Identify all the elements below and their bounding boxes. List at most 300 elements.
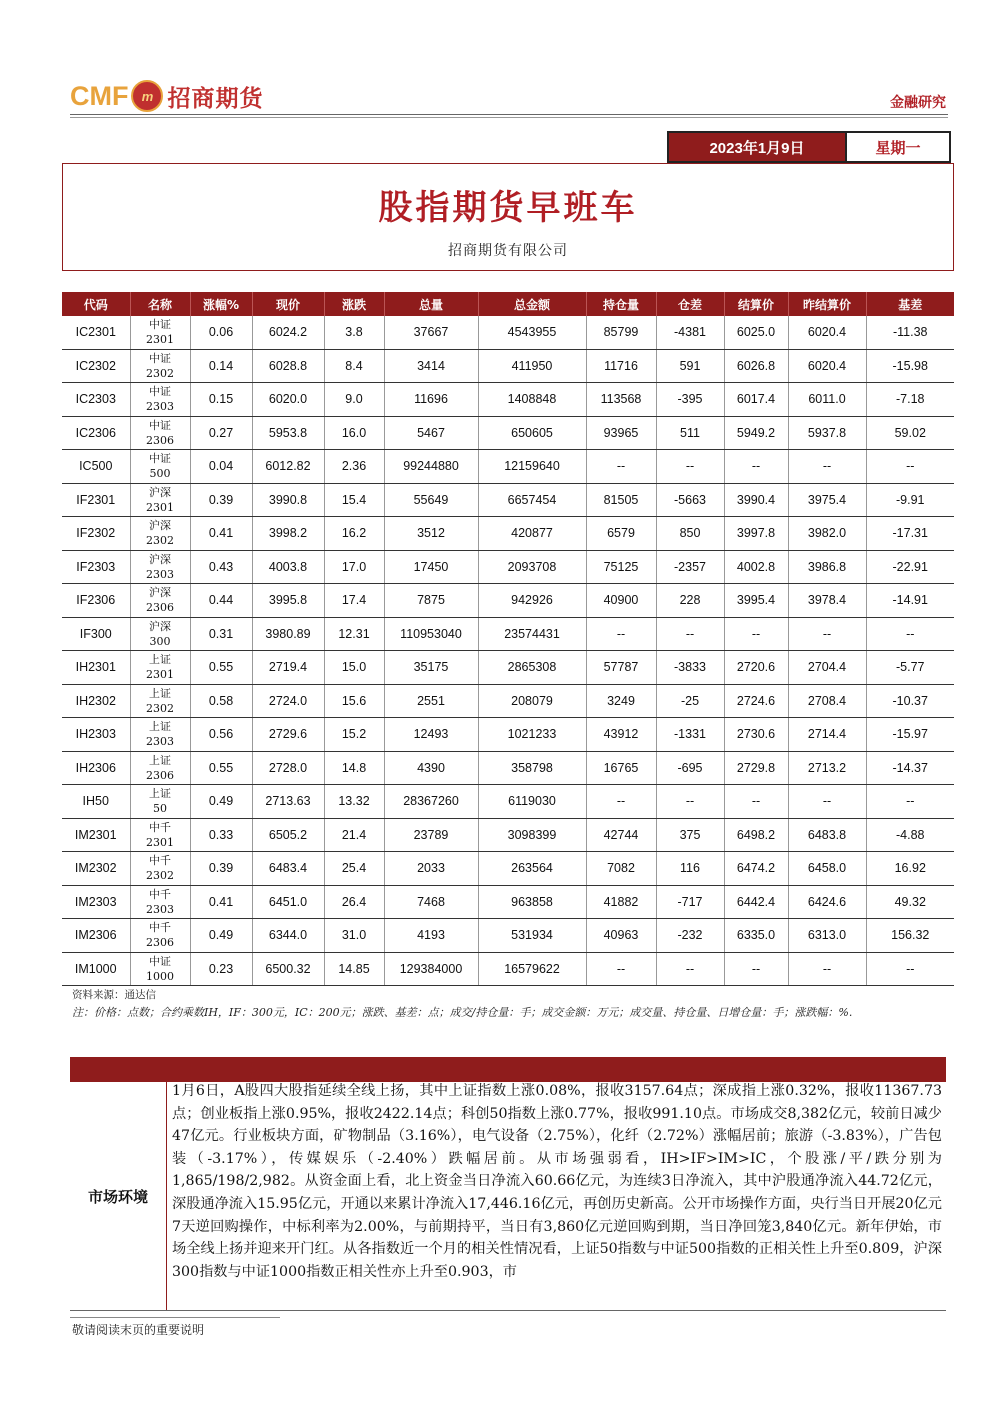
column-header: 代码 bbox=[62, 292, 130, 316]
cell-change-pct: 0.49 bbox=[190, 785, 252, 819]
cell-amount: 4543955 bbox=[478, 316, 586, 349]
cell-name-contract: 2306 bbox=[146, 601, 174, 615]
cell-change-pct: 0.55 bbox=[190, 651, 252, 685]
table-row bbox=[62, 818, 954, 852]
table-row bbox=[62, 416, 954, 450]
cell-amount: 1021233 bbox=[478, 718, 586, 752]
cell-open-interest: 16765 bbox=[586, 751, 656, 785]
cell-open-interest: -- bbox=[586, 785, 656, 819]
cell-basis: -22.91 bbox=[866, 550, 954, 584]
cell-name-contract: 1000 bbox=[146, 969, 174, 983]
cell-basis: 156.32 bbox=[866, 919, 954, 953]
cell-change: 31.0 bbox=[324, 919, 384, 953]
table-row bbox=[62, 952, 954, 986]
cell-settle: -- bbox=[724, 952, 788, 986]
cell-amount: 6657454 bbox=[478, 483, 586, 517]
cell-change: 16.2 bbox=[324, 517, 384, 551]
cell-change-pct: 0.15 bbox=[190, 383, 252, 417]
cell-prev-settle: -- bbox=[788, 952, 866, 986]
cell-change: 15.2 bbox=[324, 718, 384, 752]
cell-change: 8.4 bbox=[324, 349, 384, 383]
cell-name bbox=[130, 483, 190, 517]
cell-oi-change: -- bbox=[656, 450, 724, 484]
cell-settle: 6335.0 bbox=[724, 919, 788, 953]
cell-prev-settle: -- bbox=[788, 617, 866, 651]
cell-name-index: 中证 bbox=[149, 351, 171, 365]
cell-price: 2713.63 bbox=[252, 785, 324, 819]
footer-disclaimer: 敬请阅读末页的重要说明 bbox=[72, 1323, 205, 1337]
cell-volume: 55649 bbox=[384, 483, 478, 517]
cell-amount: 3098399 bbox=[478, 818, 586, 852]
column-header: 昨结算价 bbox=[788, 292, 866, 316]
cell-change: 12.31 bbox=[324, 617, 384, 651]
market-section-text: 1月6日，A股四大股指延续全线上扬，其中上证指数上涨0.08%，报收3157.64点；深成指上涨0.32%，报收11367.73点；创业板指上涨0.95%，报收2422.14点；科创50指数上涨0.77%，报收991.10点。市场成交8,382亿元，较前日减少47亿元。行业板块方面，矿物制品（3.16%），电气设备（2.75%），化纤（2.72%）涨幅居前；旅游（-3.83%），广告包装（-3.17%），传媒娱乐（-2.40%）跌幅居前。从市场强弱看，IH>IF>IM>IC，个股涨/平/跌分别为1,865/198/2,982。从资金面上看，北上资金当日净流入60.66亿元，为连续3日净流入，其中沪股通净流入44.72亿元，深股通净流入15.95亿元，开通以来累计净流入17,446.16亿元，再创历史新高。公开市场操作方面，央行当日开展20亿元7天逆回购操作，中标利率为2.00%，与前期持平，当日有3,860亿元逆回购到期，当日净回笼3,840亿元。新年伊始，市场全线上扬并迎来开门红。从各指数近一个月的相关性情况看，上证50指数与中证500指数的正相关性上升至0.809，沪深300指数与中证1000指数正相关性亦上升至0.903，市 bbox=[172, 1083, 942, 1280]
cell-prev-settle: 3975.4 bbox=[788, 483, 866, 517]
table-row bbox=[62, 349, 954, 383]
cell-settle: 6017.4 bbox=[724, 383, 788, 417]
cell-oi-change: -5663 bbox=[656, 483, 724, 517]
table-row bbox=[62, 785, 954, 819]
cell-prev-settle: 6458.0 bbox=[788, 852, 866, 886]
cell-code: IH2302 bbox=[62, 684, 130, 718]
cell-name bbox=[130, 349, 190, 383]
cell-price: 6012.82 bbox=[252, 450, 324, 484]
cell-oi-change: -- bbox=[656, 785, 724, 819]
cell-basis: -17.31 bbox=[866, 517, 954, 551]
cell-price: 3995.8 bbox=[252, 584, 324, 618]
cell-name-index: 沪深 bbox=[149, 519, 171, 533]
cell-oi-change: 116 bbox=[656, 852, 724, 886]
cell-code: IH2301 bbox=[62, 651, 130, 685]
cell-change: 16.0 bbox=[324, 416, 384, 450]
cell-name-contract: 2302 bbox=[146, 701, 174, 715]
cell-amount: 420877 bbox=[478, 517, 586, 551]
column-header: 结算价 bbox=[724, 292, 788, 316]
cell-prev-settle: 6011.0 bbox=[788, 383, 866, 417]
cell-oi-change: -3833 bbox=[656, 651, 724, 685]
cell-change-pct: 0.31 bbox=[190, 617, 252, 651]
cell-oi-change: 591 bbox=[656, 349, 724, 383]
cell-amount: 208079 bbox=[478, 684, 586, 718]
cell-open-interest: 40963 bbox=[586, 919, 656, 953]
cell-name-index: 上证 bbox=[149, 787, 171, 801]
cell-volume: 4390 bbox=[384, 751, 478, 785]
cell-name-index: 中证 bbox=[149, 954, 171, 968]
cell-name bbox=[130, 919, 190, 953]
cell-settle: 2724.6 bbox=[724, 684, 788, 718]
cell-change-pct: 0.56 bbox=[190, 718, 252, 752]
cell-volume: 2551 bbox=[384, 684, 478, 718]
cell-amount: 2865308 bbox=[478, 651, 586, 685]
cell-oi-change: 850 bbox=[656, 517, 724, 551]
cell-amount: 963858 bbox=[478, 885, 586, 919]
cell-oi-change: -2357 bbox=[656, 550, 724, 584]
title-box bbox=[62, 163, 954, 271]
cell-settle: 5949.2 bbox=[724, 416, 788, 450]
cell-settle: 6026.8 bbox=[724, 349, 788, 383]
cell-basis: -- bbox=[866, 785, 954, 819]
cell-basis: -9.91 bbox=[866, 483, 954, 517]
cell-open-interest: 7082 bbox=[586, 852, 656, 886]
cell-change: 15.6 bbox=[324, 684, 384, 718]
table-row bbox=[62, 885, 954, 919]
report-title: 股指期货早班车 bbox=[378, 188, 638, 228]
cell-amount: 2093708 bbox=[478, 550, 586, 584]
futures-quote-table bbox=[62, 292, 954, 986]
cell-change: 14.85 bbox=[324, 952, 384, 986]
cell-oi-change: -4381 bbox=[656, 316, 724, 349]
cell-volume: 3512 bbox=[384, 517, 478, 551]
table-row bbox=[62, 919, 954, 953]
cell-code: IC2302 bbox=[62, 349, 130, 383]
cell-prev-settle: 3982.0 bbox=[788, 517, 866, 551]
cell-change: 15.4 bbox=[324, 483, 384, 517]
cell-volume: 7468 bbox=[384, 885, 478, 919]
cell-name bbox=[130, 852, 190, 886]
cell-settle: -- bbox=[724, 785, 788, 819]
cell-name bbox=[130, 450, 190, 484]
cell-change-pct: 0.39 bbox=[190, 852, 252, 886]
cell-prev-settle: 3978.4 bbox=[788, 584, 866, 618]
cell-name bbox=[130, 751, 190, 785]
cell-oi-change: -25 bbox=[656, 684, 724, 718]
column-header: 涨幅% bbox=[190, 292, 252, 316]
column-header: 总金额 bbox=[478, 292, 586, 316]
cell-amount: 12159640 bbox=[478, 450, 586, 484]
cell-open-interest: 85799 bbox=[586, 316, 656, 349]
cell-name bbox=[130, 718, 190, 752]
table-row bbox=[62, 316, 954, 349]
cell-code: IH2303 bbox=[62, 718, 130, 752]
cell-volume: 4193 bbox=[384, 919, 478, 953]
table-row bbox=[62, 550, 954, 584]
cell-volume: 35175 bbox=[384, 651, 478, 685]
cell-price: 6020.0 bbox=[252, 383, 324, 417]
cell-price: 6024.2 bbox=[252, 316, 324, 349]
cell-volume: 17450 bbox=[384, 550, 478, 584]
cell-price: 2728.0 bbox=[252, 751, 324, 785]
cell-name-contract: 2302 bbox=[146, 869, 174, 883]
cell-name-index: 沪深 bbox=[149, 619, 171, 633]
cell-change-pct: 0.39 bbox=[190, 483, 252, 517]
cell-code: IH2306 bbox=[62, 751, 130, 785]
column-header: 基差 bbox=[866, 292, 954, 316]
cell-open-interest: 6579 bbox=[586, 517, 656, 551]
cell-name-contract: 2306 bbox=[146, 768, 174, 782]
cell-change: 25.4 bbox=[324, 852, 384, 886]
cell-price: 3998.2 bbox=[252, 517, 324, 551]
cell-code: IM1000 bbox=[62, 952, 130, 986]
cell-change-pct: 0.23 bbox=[190, 952, 252, 986]
cell-change-pct: 0.33 bbox=[190, 818, 252, 852]
cell-code: IC2303 bbox=[62, 383, 130, 417]
cell-code: IM2302 bbox=[62, 852, 130, 886]
cell-open-interest: 113568 bbox=[586, 383, 656, 417]
cell-name-contract: 2303 bbox=[146, 735, 174, 749]
cell-volume: 12493 bbox=[384, 718, 478, 752]
cell-settle: 6474.2 bbox=[724, 852, 788, 886]
cell-code: IM2306 bbox=[62, 919, 130, 953]
cell-code: IM2301 bbox=[62, 818, 130, 852]
cell-volume: 110953040 bbox=[384, 617, 478, 651]
cell-amount: 16579622 bbox=[478, 952, 586, 986]
cell-open-interest: 93965 bbox=[586, 416, 656, 450]
table-body bbox=[62, 316, 954, 986]
cell-oi-change: -232 bbox=[656, 919, 724, 953]
cell-name bbox=[130, 383, 190, 417]
column-header: 仓差 bbox=[656, 292, 724, 316]
cell-volume: 11696 bbox=[384, 383, 478, 417]
cell-code: IH50 bbox=[62, 785, 130, 819]
cell-volume: 129384000 bbox=[384, 952, 478, 986]
cell-amount: 942926 bbox=[478, 584, 586, 618]
cell-code: IM2303 bbox=[62, 885, 130, 919]
cell-basis: -14.37 bbox=[866, 751, 954, 785]
cell-price: 6344.0 bbox=[252, 919, 324, 953]
cell-change-pct: 0.44 bbox=[190, 584, 252, 618]
cell-open-interest: -- bbox=[586, 617, 656, 651]
cell-price: 6451.0 bbox=[252, 885, 324, 919]
cell-amount: 411950 bbox=[478, 349, 586, 383]
cell-price: 3990.8 bbox=[252, 483, 324, 517]
cell-settle: 3997.8 bbox=[724, 517, 788, 551]
table-row bbox=[62, 617, 954, 651]
report-date: 2023年1月9日 bbox=[669, 133, 847, 161]
cell-name-index: 沪深 bbox=[149, 485, 171, 499]
cell-name-index: 中千 bbox=[149, 887, 171, 901]
cell-prev-settle: 5937.8 bbox=[788, 416, 866, 450]
cell-open-interest: -- bbox=[586, 952, 656, 986]
cell-prev-settle: 3986.8 bbox=[788, 550, 866, 584]
cell-change-pct: 0.43 bbox=[190, 550, 252, 584]
cell-settle: 2729.8 bbox=[724, 751, 788, 785]
cell-oi-change: -395 bbox=[656, 383, 724, 417]
cell-basis: 59.02 bbox=[866, 416, 954, 450]
cell-name-contract: 2302 bbox=[146, 534, 174, 548]
cell-oi-change: -1331 bbox=[656, 718, 724, 752]
cell-amount: 531934 bbox=[478, 919, 586, 953]
cell-code: IF2306 bbox=[62, 584, 130, 618]
cell-volume: 2033 bbox=[384, 852, 478, 886]
cell-open-interest: 11716 bbox=[586, 349, 656, 383]
cell-prev-settle: 6020.4 bbox=[788, 316, 866, 349]
cell-name-contract: 50 bbox=[153, 802, 167, 816]
cell-name-index: 中千 bbox=[149, 921, 171, 935]
cell-amount: 358798 bbox=[478, 751, 586, 785]
table-row bbox=[62, 852, 954, 886]
cell-name-index: 沪深 bbox=[149, 552, 171, 566]
cell-settle: 3990.4 bbox=[724, 483, 788, 517]
cell-basis: 16.92 bbox=[866, 852, 954, 886]
cell-price: 6500.32 bbox=[252, 952, 324, 986]
cell-amount: 263564 bbox=[478, 852, 586, 886]
column-header: 涨跌 bbox=[324, 292, 384, 316]
cell-settle: 2730.6 bbox=[724, 718, 788, 752]
cell-basis: -15.97 bbox=[866, 718, 954, 752]
cell-change: 26.4 bbox=[324, 885, 384, 919]
department-label: 金融研究 bbox=[890, 95, 946, 111]
table-row bbox=[62, 751, 954, 785]
header-divider-thin bbox=[70, 117, 948, 118]
cell-code: IF2303 bbox=[62, 550, 130, 584]
cell-open-interest: 43912 bbox=[586, 718, 656, 752]
cell-code: IF2301 bbox=[62, 483, 130, 517]
cell-basis: -11.38 bbox=[866, 316, 954, 349]
table-row bbox=[62, 684, 954, 718]
cell-settle: -- bbox=[724, 617, 788, 651]
cell-volume: 99244880 bbox=[384, 450, 478, 484]
cell-basis: -15.98 bbox=[866, 349, 954, 383]
cell-basis: -7.18 bbox=[866, 383, 954, 417]
cell-prev-settle: 6313.0 bbox=[788, 919, 866, 953]
cell-price: 3980.89 bbox=[252, 617, 324, 651]
cell-name bbox=[130, 584, 190, 618]
cell-volume: 37667 bbox=[384, 316, 478, 349]
cell-name-contract: 300 bbox=[149, 634, 171, 648]
cell-open-interest: 42744 bbox=[586, 818, 656, 852]
cell-change: 17.4 bbox=[324, 584, 384, 618]
cell-name-contract: 2306 bbox=[146, 433, 174, 447]
cell-name-contract: 2301 bbox=[146, 500, 174, 514]
cell-settle: -- bbox=[724, 450, 788, 484]
cell-prev-settle: 2714.4 bbox=[788, 718, 866, 752]
cell-settle: 2720.6 bbox=[724, 651, 788, 685]
cell-name bbox=[130, 885, 190, 919]
cell-name-contract: 2301 bbox=[146, 333, 174, 347]
cell-basis: 49.32 bbox=[866, 885, 954, 919]
cell-name-contract: 2303 bbox=[146, 400, 174, 414]
cell-change: 9.0 bbox=[324, 383, 384, 417]
cell-change-pct: 0.04 bbox=[190, 450, 252, 484]
cell-volume: 28367260 bbox=[384, 785, 478, 819]
table-row bbox=[62, 450, 954, 484]
cell-change: 15.0 bbox=[324, 651, 384, 685]
cell-change: 13.32 bbox=[324, 785, 384, 819]
cell-name bbox=[130, 952, 190, 986]
cell-prev-settle: -- bbox=[788, 785, 866, 819]
cell-name-contract: 2303 bbox=[146, 902, 174, 916]
cell-change-pct: 0.55 bbox=[190, 751, 252, 785]
cell-settle: 6442.4 bbox=[724, 885, 788, 919]
cell-volume: 7875 bbox=[384, 584, 478, 618]
table-row bbox=[62, 718, 954, 752]
cell-oi-change: -- bbox=[656, 952, 724, 986]
cell-prev-settle: 6424.6 bbox=[788, 885, 866, 919]
cell-prev-settle: -- bbox=[788, 450, 866, 484]
table-row bbox=[62, 651, 954, 685]
footer-divider bbox=[70, 1317, 280, 1318]
company-name: 招商期货有限公司 bbox=[448, 243, 568, 259]
cell-volume: 5467 bbox=[384, 416, 478, 450]
cell-name bbox=[130, 818, 190, 852]
table-row bbox=[62, 483, 954, 517]
cell-name-index: 上证 bbox=[149, 720, 171, 734]
cell-settle: 4002.8 bbox=[724, 550, 788, 584]
cell-name-index: 中千 bbox=[149, 820, 171, 834]
cell-change: 21.4 bbox=[324, 818, 384, 852]
cell-basis: -- bbox=[866, 450, 954, 484]
cell-name bbox=[130, 550, 190, 584]
cell-code: IF300 bbox=[62, 617, 130, 651]
cell-name-index: 上证 bbox=[149, 686, 171, 700]
cell-price: 4003.8 bbox=[252, 550, 324, 584]
cell-volume: 23789 bbox=[384, 818, 478, 852]
column-header: 名称 bbox=[130, 292, 190, 316]
cell-oi-change: 228 bbox=[656, 584, 724, 618]
cell-price: 2724.0 bbox=[252, 684, 324, 718]
cell-open-interest: 41882 bbox=[586, 885, 656, 919]
cell-oi-change: 375 bbox=[656, 818, 724, 852]
cell-name-contract: 2301 bbox=[146, 835, 174, 849]
cell-open-interest: 40900 bbox=[586, 584, 656, 618]
cell-price: 6028.8 bbox=[252, 349, 324, 383]
cell-oi-change: -- bbox=[656, 617, 724, 651]
cell-price: 6505.2 bbox=[252, 818, 324, 852]
cell-name-index: 中证 bbox=[149, 385, 171, 399]
cell-prev-settle: 6483.8 bbox=[788, 818, 866, 852]
report-weekday: 星期一 bbox=[847, 133, 949, 161]
cell-open-interest: 57787 bbox=[586, 651, 656, 685]
cell-name bbox=[130, 617, 190, 651]
cell-oi-change: 511 bbox=[656, 416, 724, 450]
cell-name-index: 沪深 bbox=[149, 586, 171, 600]
cell-change: 14.8 bbox=[324, 751, 384, 785]
cell-change: 2.36 bbox=[324, 450, 384, 484]
cell-name bbox=[130, 651, 190, 685]
cell-change-pct: 0.06 bbox=[190, 316, 252, 349]
cell-name bbox=[130, 416, 190, 450]
cell-prev-settle: 2713.2 bbox=[788, 751, 866, 785]
cell-name-contract: 2302 bbox=[146, 366, 174, 380]
cell-basis: -14.91 bbox=[866, 584, 954, 618]
cell-name-contract: 2306 bbox=[146, 936, 174, 950]
cell-name-index: 上证 bbox=[149, 653, 171, 667]
cell-change-pct: 0.58 bbox=[190, 684, 252, 718]
column-header: 持仓量 bbox=[586, 292, 656, 316]
table-header-row bbox=[62, 292, 954, 316]
cell-open-interest: 75125 bbox=[586, 550, 656, 584]
cell-amount: 6119030 bbox=[478, 785, 586, 819]
cell-amount: 1408848 bbox=[478, 383, 586, 417]
cell-amount: 23574431 bbox=[478, 617, 586, 651]
cell-change-pct: 0.41 bbox=[190, 885, 252, 919]
cell-change-pct: 0.49 bbox=[190, 919, 252, 953]
column-header: 总量 bbox=[384, 292, 478, 316]
logo-chinese-text: 招商期货 bbox=[167, 85, 264, 112]
cell-change-pct: 0.14 bbox=[190, 349, 252, 383]
cell-price: 6483.4 bbox=[252, 852, 324, 886]
cell-basis: -- bbox=[866, 617, 954, 651]
cell-code: IC2306 bbox=[62, 416, 130, 450]
cell-open-interest: 81505 bbox=[586, 483, 656, 517]
cell-settle: 6498.2 bbox=[724, 818, 788, 852]
cell-change: 17.0 bbox=[324, 550, 384, 584]
cell-basis: -10.37 bbox=[866, 684, 954, 718]
cell-code: IF2302 bbox=[62, 517, 130, 551]
cell-name-contract: 500 bbox=[149, 467, 171, 481]
cell-name-index: 中证 bbox=[149, 318, 171, 332]
table-row bbox=[62, 584, 954, 618]
cell-settle: 3995.4 bbox=[724, 584, 788, 618]
cell-name-index: 中千 bbox=[149, 854, 171, 868]
cell-name bbox=[130, 316, 190, 349]
cell-amount: 650605 bbox=[478, 416, 586, 450]
cell-basis: -4.88 bbox=[866, 818, 954, 852]
cell-prev-settle: 2704.4 bbox=[788, 651, 866, 685]
cell-open-interest: 3249 bbox=[586, 684, 656, 718]
cell-open-interest: -- bbox=[586, 450, 656, 484]
column-header: 现价 bbox=[252, 292, 324, 316]
